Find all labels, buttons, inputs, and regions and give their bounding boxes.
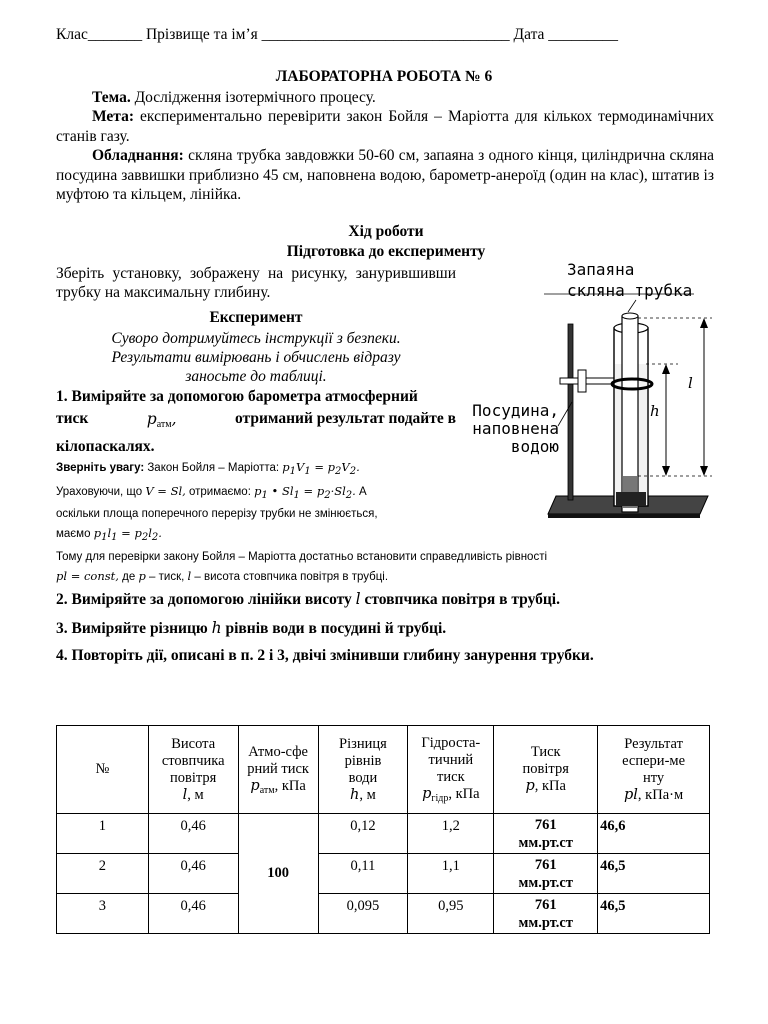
table-row — [57, 854, 710, 894]
header-height: Висота стовпчика повітря l, м — [148, 726, 238, 814]
therefore-block — [56, 548, 714, 586]
experiment-title: Експеримент — [209, 309, 303, 326]
cell-num[interactable]: 1 — [57, 814, 149, 854]
step-4: 4. Повторіть дії, описані в п. 2 і 3, двічі змінивши глибину занурення трубки. — [56, 647, 594, 664]
date-field[interactable]: Дата _________ — [513, 26, 619, 43]
equipment-paragraph — [56, 146, 714, 205]
equipment-text: скляна трубка завдовжки 50-60 см, запаяна з одного кінця, циліндрична скляна посудина заввишки приблизно 45 см, наповнена водою, барометр-анероїд (один на клас), штатив із муфтою та кільцем, лінійка. — [56, 147, 714, 203]
symbol-h: h — [211, 619, 222, 637]
class-field[interactable]: Клас_______ — [56, 26, 143, 43]
table-header-row — [57, 726, 710, 814]
cell-h[interactable]: 0,12 — [318, 814, 408, 854]
aim-label: Мета: — [92, 108, 135, 125]
vessel-label-1: Посудина, — [472, 401, 559, 420]
note-height: – висота стовпчика повітря в трубці. — [194, 570, 389, 583]
cell-pl[interactable]: 46,5 — [598, 854, 710, 894]
clamp-sleeve — [578, 370, 586, 392]
results-table — [56, 725, 710, 934]
cell-p[interactable]: 761 мм.рт.ст — [494, 894, 598, 934]
note-block: Зверніть увагу: Закон Бойля – Маріотта: p1V1 = p2V2. Ураховуючи, що V = Sl, отримаємо: p1 • Sl1 = p2·Sl2. А оскільки площа поперечного перерізу трубки не змінюється, маємо p1l1 = p2l2. — [56, 458, 458, 547]
cell-ph[interactable]: 1,1 — [408, 854, 494, 894]
table-row — [57, 894, 710, 934]
table-row — [57, 814, 710, 854]
step-3-start: 3. Виміряйте різницю — [56, 620, 208, 637]
prep-title: Підготовка до експерименту — [286, 243, 486, 260]
formula-reduced: p1l1 = p2l2. — [93, 525, 162, 543]
header-result: Результат еспери-ме нту pl, кПа·м — [598, 726, 710, 814]
header-atm: Атмо-сфе рний тиск $p_{атм}$, кПа — [238, 726, 318, 814]
note-therefore: Тому для перевірки закону Бойля – Маріотта достатньо встановити справедливість рівності — [56, 551, 548, 563]
symbol-l: l — [187, 568, 192, 583]
stand-base-edge — [548, 514, 700, 518]
cell-l[interactable]: 0,46 — [148, 854, 238, 894]
cell-atm[interactable]: 100 — [238, 814, 318, 934]
formula-boyle: p1V1 = p2V2. — [282, 460, 360, 477]
tube-label-2: скляна трубка — [567, 281, 693, 300]
p-atm-symbol: $p_{атм}$, — [146, 410, 177, 430]
cell-p[interactable]: 761 мм.рт.ст — [494, 854, 598, 894]
h-mark: h — [650, 402, 660, 420]
cell-h[interactable]: 0,11 — [318, 854, 408, 894]
cell-num[interactable]: 3 — [57, 894, 149, 934]
step-3-end: рівнів води в посудині й трубці. — [225, 620, 447, 637]
safety-line-2: Результати вимірювань і обчислень відразу — [111, 349, 401, 366]
prep-text: Зберіть установку, зображену на рисунку, занурившивши трубку на максимальну глибину. — [56, 265, 456, 301]
vessel-label-2: наповнена — [472, 419, 559, 438]
lab-title: ЛАБОРАТОРНА РОБОТА № 6 — [275, 68, 493, 85]
safety-line-3: заносьте до таблиці. — [185, 368, 327, 385]
tube-label-1: Запаяна — [567, 260, 635, 279]
cell-p[interactable]: 761 мм.рт.ст — [494, 814, 598, 854]
header-num: № — [57, 726, 149, 814]
note-label: Зверніть увагу: — [56, 462, 145, 474]
note-where: де — [122, 570, 136, 583]
vessel-bottom — [616, 492, 646, 506]
cell-ph[interactable]: 0,95 — [408, 894, 494, 934]
step-2-start: 2. Виміряйте за допомогою лінійки висоту — [56, 591, 352, 608]
header-line — [56, 26, 716, 44]
equipment-label: Обладнання: — [92, 147, 184, 164]
formula-const: pl = const, — [56, 568, 119, 583]
cell-num[interactable]: 2 — [57, 854, 149, 894]
step-1 — [56, 386, 456, 458]
formula-volume: V = Sl, — [145, 483, 186, 498]
procedure-title: Хід роботи — [348, 223, 424, 240]
note-since: оскільки площа поперечного перерізу трубки не змінюється, — [56, 508, 378, 520]
cell-pl[interactable]: 46,6 — [598, 814, 710, 854]
cell-h[interactable]: 0,095 — [318, 894, 408, 934]
header-diff: Різниця рівнів води h, м — [318, 726, 408, 814]
topic-label: Тема. — [92, 89, 131, 106]
topic-line — [56, 88, 714, 108]
cell-pl[interactable]: 46,5 — [598, 894, 710, 934]
safety-line-1: Суворо дотримуйтесь інструкції з безпеки. — [111, 330, 401, 347]
step-3 — [56, 619, 446, 638]
header-hydro: Гідроста- тичний тиск $p_{гідр}$, кПа — [408, 726, 494, 814]
step-1-line-a: 1. Виміряйте за допомогою барометра атмосферний — [56, 388, 418, 405]
aim-text: експериментально перевірити закон Бойля – Маріотта для кількох термодинамічних станів газу. — [56, 108, 714, 145]
note-given: Ураховуючи, що — [56, 485, 143, 498]
symbol-l-2: l — [355, 590, 361, 608]
note-obtain: отримаємо: — [189, 485, 251, 498]
header-pressure: Тиск повітря p, кПа — [494, 726, 598, 814]
tube-label — [567, 259, 692, 301]
formula-substituted: p1 • Sl1 = p2·Sl2. — [254, 483, 356, 501]
step-1-pressure-word: тиск — [56, 410, 89, 427]
aim-paragraph — [56, 107, 714, 146]
symbol-p: p — [138, 568, 146, 583]
step-2 — [56, 590, 560, 609]
cell-l[interactable]: 0,46 — [148, 894, 238, 934]
stand-rod — [568, 324, 573, 500]
note-have: маємо — [56, 527, 91, 540]
vessel-label-3: водою — [510, 437, 559, 456]
step-1-line-d: кілопаскалях. — [56, 438, 155, 455]
name-field[interactable]: Прізвище та ім’я ________________________________ — [145, 26, 510, 43]
cell-ph[interactable]: 1,2 — [408, 814, 494, 854]
note-law: Закон Бойля – Маріотта: — [147, 462, 280, 474]
l-mark: l — [688, 374, 693, 392]
note-pressure: – тиск, — [149, 570, 185, 583]
step-1-line-c: отриманий результат подайте в — [235, 410, 456, 427]
vessel-label — [463, 402, 559, 456]
step-2-end: стовпчика повітря в трубці. — [364, 591, 560, 608]
topic-text: Дослідження ізотермічного процесу. — [134, 89, 376, 106]
safety-note — [56, 329, 456, 386]
cell-l[interactable]: 0,46 — [148, 814, 238, 854]
